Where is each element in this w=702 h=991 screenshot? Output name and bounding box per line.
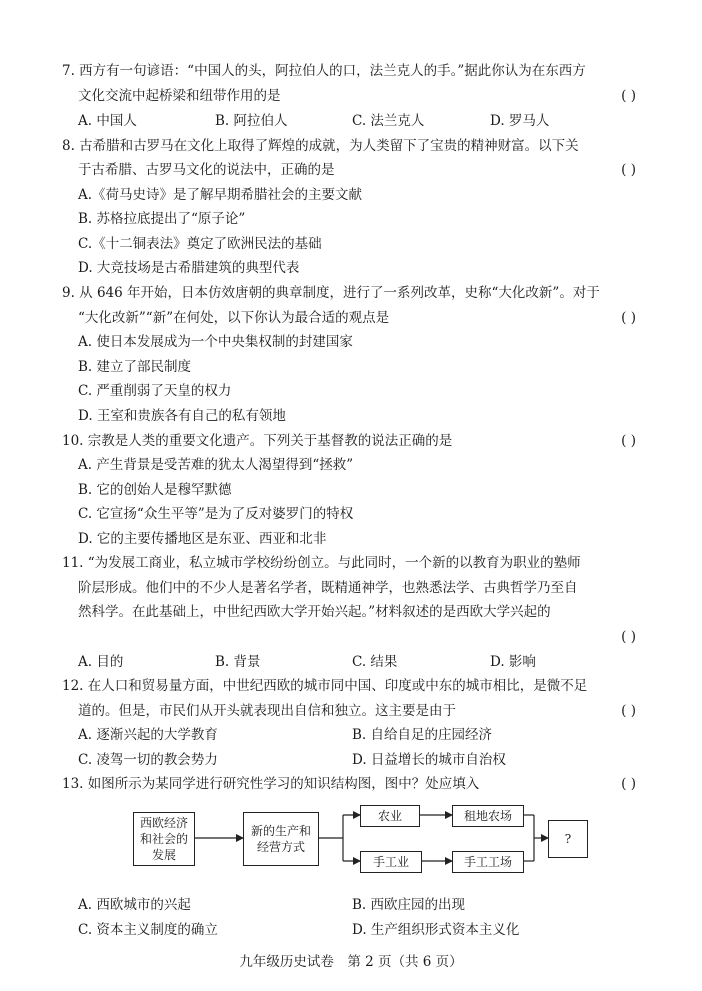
q8-option-a: A.《荷马史诗》是了解早期希腊社会的主要文献 bbox=[78, 187, 363, 203]
q12-option-c: C. 凌驾一切的教会势力 bbox=[78, 752, 218, 768]
q12-option-a: A. 逐渐兴起的大学教育 bbox=[78, 727, 218, 743]
q11-stem-line2: 阶层形成。他们中的不少人是著名学者，既精通神学，也熟悉法学、古典哲学乃至自 bbox=[78, 580, 578, 596]
q8-option-c: C.《十二铜表法》奠定了欧洲民法的基础 bbox=[78, 236, 322, 252]
q7-answer-paren: ( ) bbox=[621, 88, 636, 104]
q8-stem-line2: 于古希腊、古罗马文化的说法中，正确的是 bbox=[78, 162, 335, 178]
q12-option-b: B. 自给自足的庄园经济 bbox=[352, 727, 493, 743]
q10-stem-line1: 10. 宗教是人类的重要文化遗产。下列关于基督教的说法正确的是 bbox=[62, 433, 453, 449]
q13-option-a: A. 西欧城市的兴起 bbox=[78, 897, 191, 913]
q11-stem-line3: 然科学。在此基础上，中世纪西欧大学开始兴起。”材料叙述的是西欧大学兴起的 bbox=[78, 604, 551, 620]
q8-stem-line1: 8. 古希腊和古罗马在文化上取得了辉煌的成就，为人类留下了宝贵的精神财富。以下关 bbox=[62, 138, 579, 154]
q7-stem-line1: 7. 西方有一句谚语：“中国人的头，阿拉伯人的口，法兰克人的手。”据此你认为在东西方 bbox=[62, 63, 586, 79]
q13-option-d: D. 生产组织形式资本主义化 bbox=[352, 922, 520, 938]
q8-option-d: D. 大竞技场是古希腊建筑的典型代表 bbox=[78, 260, 300, 276]
q9-option-c: C. 严重削弱了天皇的权力 bbox=[78, 383, 232, 399]
q11-answer-paren: ( ) bbox=[621, 629, 636, 645]
q13-option-c: C. 资本主义制度的确立 bbox=[78, 922, 218, 938]
q10-option-a: A. 产生背景是受苦难的犹太人渴望得到“拯救” bbox=[78, 457, 354, 473]
q12-stem-line1: 12. 在人口和贸易量方面，中世纪西欧的城市同中国、印度或中东的城市相比，是微不足 bbox=[62, 678, 588, 694]
q11-option-a: A. 目的 bbox=[78, 654, 124, 670]
q9-stem-line1: 9. 从 646 年开始，日本仿效唐朝的典章制度，进行了一系列改革，史称“大化改新”。对于 bbox=[62, 285, 600, 301]
q10-option-c: C. 它宣扬“众生平等”是为了反对婆罗门的特权 bbox=[78, 506, 354, 522]
box-question-mark: ? bbox=[548, 820, 588, 858]
q9-stem-line2: “大化改新”“新”在何处，以下你认为最合适的观点是 bbox=[78, 310, 390, 326]
q12-stem-line2: 道的。但是，市民们从开头就表现出自信和独立。这主要是由于 bbox=[78, 703, 456, 719]
box-agriculture: 农业 bbox=[360, 805, 420, 827]
page-footer: 九年级历史试卷 第 2 页（共 6 页） bbox=[239, 954, 463, 970]
q10-option-d: D. 它的主要传播地区是东亚、西亚和北非 bbox=[78, 531, 327, 547]
box-workshop: 手工工场 bbox=[452, 851, 524, 873]
q11-option-b: B. 背景 bbox=[215, 654, 261, 670]
q10-answer-paren: ( ) bbox=[621, 433, 636, 449]
q13-answer-paren: ( ) bbox=[621, 776, 636, 792]
q9-answer-paren: ( ) bbox=[621, 310, 636, 326]
q7-option-b: B. 阿拉伯人 bbox=[215, 113, 288, 129]
q9-option-d: D. 王室和贵族各有自己的私有领地 bbox=[78, 408, 286, 424]
box-leased-farm: 租地农场 bbox=[452, 805, 524, 827]
q9-option-a: A. 使日本发展成为一个中央集权制的封建国家 bbox=[78, 334, 353, 350]
q10-option-b: B. 它的创始人是穆罕默德 bbox=[78, 482, 232, 498]
box-production-methods: 新的生产和经营方式 bbox=[243, 812, 319, 866]
box-handicraft: 手工业 bbox=[360, 851, 422, 873]
q8-option-b: B. 苏格拉底提出了“原子论” bbox=[78, 211, 246, 227]
q12-option-d: D. 日益增长的城市自治权 bbox=[352, 752, 506, 768]
q8-answer-paren: ( ) bbox=[621, 162, 636, 178]
q13-stem-line1: 13. 如图所示为某同学进行研究性学习的知识结构图，图中？处应填入 bbox=[62, 776, 480, 792]
q13-option-b: B. 西欧庄园的出现 bbox=[352, 897, 466, 913]
q7-option-a: A. 中国人 bbox=[78, 113, 137, 129]
q11-option-d: D. 影响 bbox=[490, 654, 536, 670]
box-economic-social-development: 西欧经济和社会的发展 bbox=[133, 812, 195, 866]
q12-answer-paren: ( ) bbox=[621, 703, 636, 719]
q11-stem-line1: 11. “为发展工商业，私立城市学校纷纷创立。与此同时，一个新的以教育为职业的塾师 bbox=[62, 555, 581, 571]
q7-stem-line2: 文化交流中起桥梁和纽带作用的是 bbox=[78, 88, 281, 104]
q9-option-b: B. 建立了部民制度 bbox=[78, 359, 192, 375]
q7-option-d: D. 罗马人 bbox=[490, 113, 550, 129]
q7-option-c: C. 法兰克人 bbox=[352, 113, 425, 129]
q11-option-c: C. 结果 bbox=[352, 654, 398, 670]
